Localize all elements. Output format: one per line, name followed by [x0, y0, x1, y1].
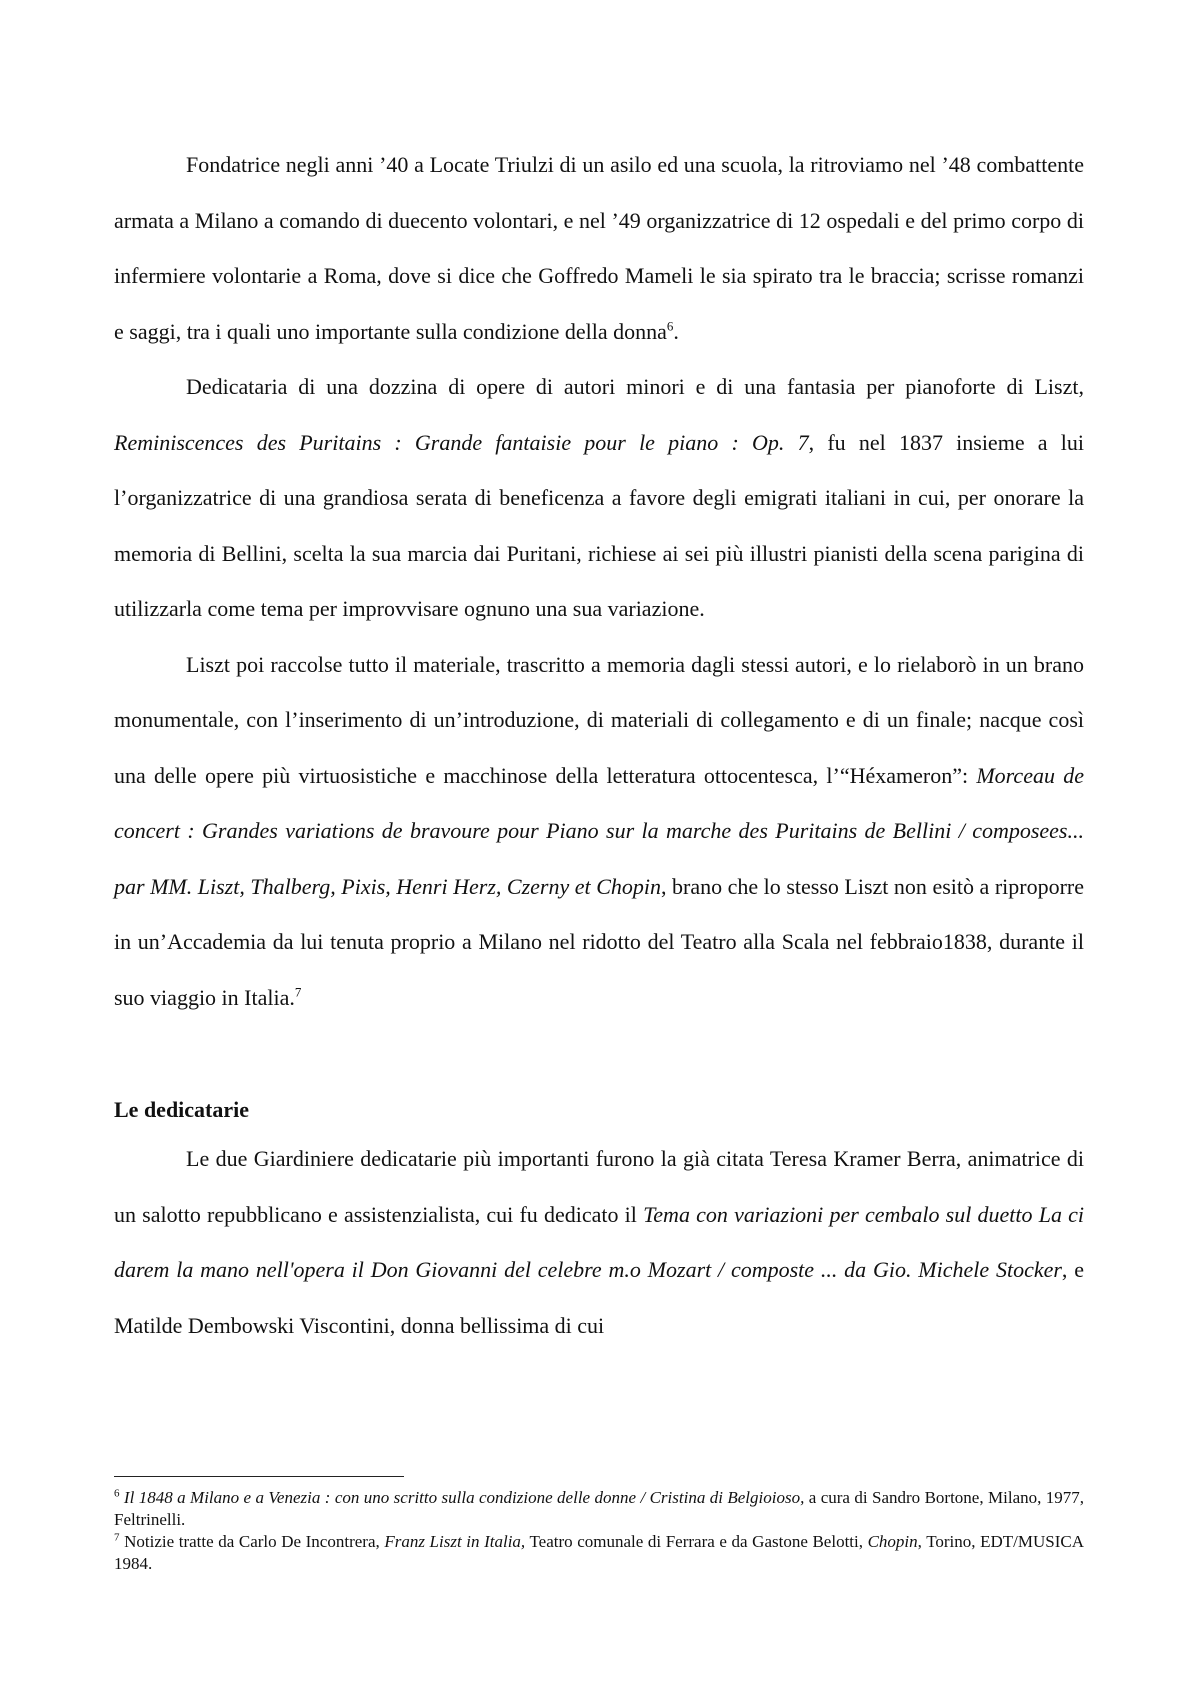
work-title: Morceau de concert : Grandes variations de bravoure pour Piano sur la marche des Puritains de Bellini / composees... par MM. Liszt, Thalberg, Pixis, Henri Herz, Czerny et Chopin	[114, 762, 1084, 899]
footnote-title: Franz Liszt in Italia,	[384, 1532, 526, 1551]
paragraph-text: .	[673, 318, 679, 344]
paragraph-3	[114, 637, 1084, 1026]
footnote-7	[114, 1531, 1084, 1575]
work-title: Reminiscences des Puritains : Grande fantaisie pour le piano : Op. 7	[114, 429, 809, 455]
paragraph-text: , fu nel 1837 insieme a lui l’organizzatrice di una grandiosa serata di beneficenza a favore degli emigrati italiani in cui, per onorare la memoria di Bellini, scelta la sua marcia dai Puritani, richiese ai sei più illustri pianisti della scena parigina di utilizzarla come tema per improvvisare ognuno una sua variazione.	[114, 429, 1084, 621]
paragraph-1	[114, 137, 1084, 359]
body-text	[114, 137, 1084, 1353]
footnote-separator	[114, 1476, 404, 1477]
work-title: Tema con variazioni per cembalo sul duetto La ci darem la mano nell'opera il Don Giovanni del celebre m.o Mozart / composte ... da Gio. Michele Stocker	[114, 1201, 1084, 1282]
footnote-ref-6: 6	[666, 318, 674, 334]
section-heading: Le dedicatarie	[114, 1097, 250, 1122]
footnote-text: Teatro comunale di Ferrara e da Gastone Belotti,	[525, 1532, 868, 1551]
footnote-text: , Milano, 1977, Feltrinelli.	[114, 1488, 1085, 1529]
footnote-text: a cura di Sandro Bortone	[804, 1488, 980, 1507]
footnote-number: 6	[114, 1487, 120, 1500]
footnote-number: 7	[114, 1531, 120, 1544]
paragraph-4	[114, 1131, 1084, 1353]
paragraph-text: , e Matilde Dembowski Viscontini, donna bellissima di cui	[114, 1257, 1084, 1338]
footnote-text: Notizie tratte da Carlo De Incontrera,	[124, 1532, 385, 1551]
footnote-title: Chopin	[867, 1532, 918, 1551]
paragraph-text: , brano che lo stesso Liszt non esitò a riproporre in un’Accademia da lui tenuta proprio a Milano nel ridotto del Teatro alla Scala nel febbraio1838, durante il suo viaggio in Italia.	[114, 873, 1085, 1010]
paragraph-text: Dedicataria di una dozzina di opere di autori minori e di una fantasia per pianoforte di Liszt,	[186, 374, 1084, 399]
footnote-ref-7: 7	[294, 984, 302, 1000]
paragraph-2	[114, 359, 1084, 637]
paragraph-text: Le due Giardiniere dedicatarie più importanti furono la già citata Teresa Kramer Berra, animatrice di un salotto repubblicano e assistenzialista, cui fu dedicato il	[114, 1146, 1084, 1227]
footnote-text: , Torino, EDT/MUSICA 1984.	[114, 1532, 1085, 1573]
footnotes	[114, 1487, 1084, 1575]
footnote-6	[114, 1487, 1084, 1531]
paragraph-text: Liszt poi raccolse tutto il materiale, trascritto a memoria dagli stessi autori, e lo rielaborò in un brano monumentale, con l’inserimento di un’introduzione, di materiali di collegamento e di un finale; nacque così una delle opere più virtuosistiche e macchinose della letteratura ottocentesca, l’“Héxameron”:	[114, 651, 1084, 788]
footnote-title: Il 1848 a Milano e a Venezia : con uno scritto sulla condizione delle donne / Cristina di Belgioioso,	[123, 1488, 805, 1507]
paragraph-text: Fondatrice negli anni ’40 a Locate Triulzi di un asilo ed una scuola, la ritroviamo nel ’48 combattente armata a Milano a comando di duecento volontari, e nel ’49 organizzatrice di 12 ospedali e del primo corpo di infermiere volontarie a Roma, dove si dice che Goffredo Mameli le sia spirato tra le braccia; scrisse romanzi e saggi, tra i quali uno importante sulla condizione della donna	[114, 152, 1084, 344]
